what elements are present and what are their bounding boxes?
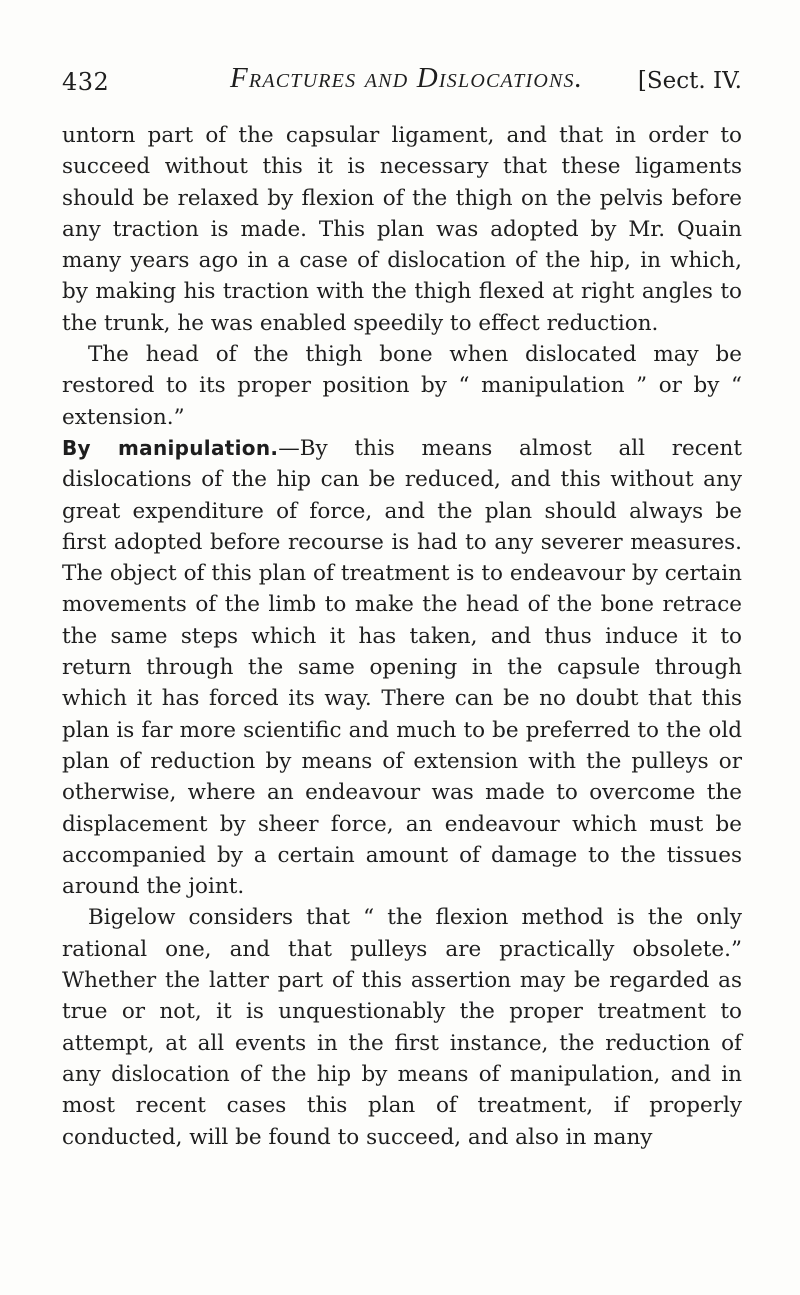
- paragraph-text: The head of the thigh bone when dislocated may be restored to its proper position by “ manipulation ” or by “ extension.”: [62, 342, 742, 430]
- page-header: [62, 62, 742, 102]
- section-marker: [Sect. IV.: [637, 68, 742, 94]
- running-head: Fractures and Dislocations.: [230, 62, 584, 94]
- paragraph: [62, 902, 742, 1152]
- paragraph-text: untorn part of the capsular ligament, and that in order to succeed without this it is necessary that these ligaments should be relaxed by flexion of the thigh on the pelvis before any traction is made. This plan was adopted by Mr. Quain many years ago in a case of dislocation of the hip, in which, by making his traction with the thigh flexed at right angles to the trunk, he was enabled speedily to effect reduction.: [62, 123, 742, 336]
- body-text: [62, 120, 742, 1153]
- page-number: 432: [62, 68, 110, 96]
- paragraph-continued: [62, 120, 742, 339]
- paragraph-text: Bigelow considers that “ the flexion method is the only rational one, and that pulleys are practically obsolete.” Whether the latter part of this assertion may be regarded as true or not, it is unquestionably the proper treatment to attempt, at all events in the first instance, the reduction of any dislocation of the hip by means of manipulation, and in most recent cases this plan of treatment, if properly conducted, will be found to succeed, and also in many: [62, 905, 742, 1150]
- side-heading: By manipulation.: [62, 435, 279, 460]
- paragraph-manipulation: [62, 433, 742, 902]
- paragraph: [62, 339, 742, 433]
- paragraph-text: —By this means almost all recent dislocations of the hip can be reduced, and this without any great expenditure of force, and the plan should always be first adopted before recourse is had to any severer measures. The object of this plan of treatment is to endeavour by certain movements of the limb to make the head of the bone retrace the same steps which it has taken, and thus induce it to return through the same opening in the capsule through which it has forced its way. There can be no doubt that this plan is far more scientific and much to be preferred to the old plan of reduction by means of extension with the pulleys or otherwise, where an endeavour was made to overcome the displacement by sheer force, an endeavour which must be accompanied by a certain amount of damage to the tissues around the joint.: [62, 435, 742, 900]
